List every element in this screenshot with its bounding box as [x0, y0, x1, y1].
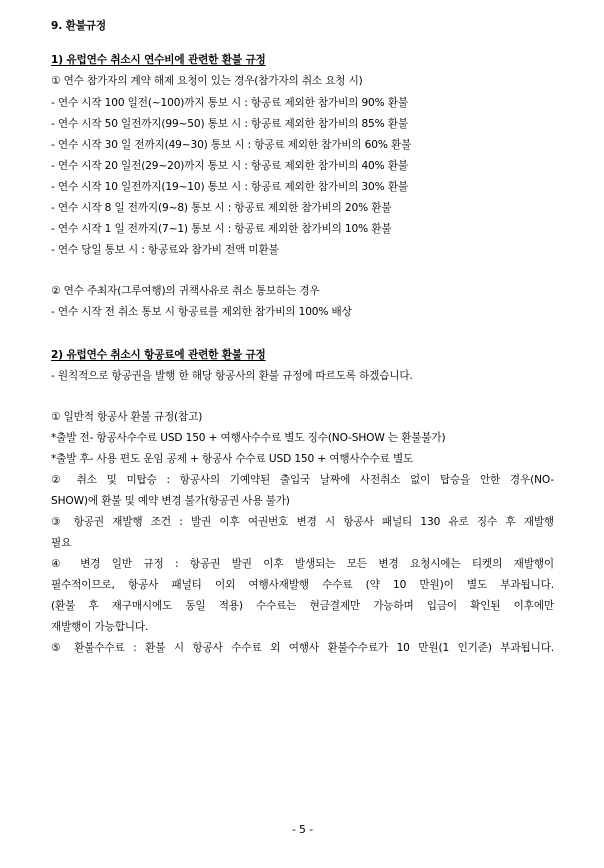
- section-title: 9. 환불규정: [51, 20, 106, 32]
- noshow-rule-line2: SHOW)에 환불 및 예약 변경 불가(항공권 사용 불가): [51, 495, 290, 507]
- sub1-case2-title: ② 연수 주최자(그루여행)의 귀책사유로 취소 통보하는 경우: [51, 285, 320, 297]
- sub1-case1-title: ① 연수 참가자의 계약 해제 요청이 있는 경우(참가자의 취소 요청 시): [51, 75, 363, 87]
- refund-item: - 연수 시작 30 일 전까지(49~30) 통보 시 : 항공료 제외한 참가비의 60% 환불: [51, 139, 412, 151]
- sub1-case2-item: - 연수 시작 전 취소 통보 시 항공료를 제외한 참가비의 100% 배상: [51, 306, 352, 318]
- sub2-rules-title: ① 일반적 항공사 환불 규정(참고): [51, 411, 203, 423]
- refund-item: - 연수 시작 100 일전(~100)까지 통보 시 : 항공료 제외한 참가비의 90% 환불: [51, 97, 408, 109]
- page-number: - 5 -: [291, 824, 314, 836]
- change-rule-line4: 재발행이 가능합니다.: [51, 621, 149, 633]
- refund-item: - 연수 시작 8 일 전까지(9~8) 통보 시 : 항공료 제외한 참가비의 20% 환불: [51, 202, 392, 214]
- document-page: [51, 0, 554, 868]
- sub2-heading: 2) 유럽연수 취소시 항공료에 관련한 환불 규정: [51, 349, 266, 361]
- change-rule-line3: (환불 후 재구매시에도 동일 적용) 수수료는 현금결제만 가능하며 입금이 확인된 이후에만: [51, 600, 554, 612]
- refund-item: - 연수 시작 50 일전까지(99~50) 통보 시 : 항공료 제외한 참가비의 85% 환불: [51, 118, 408, 130]
- sub2-intro: - 원칙적으로 항공권을 발행 한 해당 항공사의 환불 규정에 따르도록 하겠습니다.: [51, 370, 413, 382]
- reissue-rule-line1: ③ 항공권 재발행 조건 : 발권 이후 여권번호 변경 시 항공사 패널티 130 유로 징수 후 재발행: [51, 516, 554, 528]
- refund-item: - 연수 시작 10 일전까지(19~10) 통보 시 : 항공료 제외한 참가비의 30% 환불: [51, 181, 408, 193]
- refund-item: - 연수 당일 통보 시 : 항공료와 참가비 전액 미환불: [51, 244, 279, 256]
- noshow-rule-line1: ② 취소 및 미탑승 : 항공사의 기예약된 출입국 날짜에 사전취소 없이 탑승을 안한 경우(NO-: [51, 474, 554, 486]
- sub1-heading: 1) 유럽연수 취소시 연수비에 관련한 환불 규정: [51, 54, 266, 66]
- change-rule-line2: 필수적이므로, 항공사 패널티 이외 여행사재발행 수수료 (약 10 만원)이 별도 부과됩니다.: [51, 579, 554, 591]
- reissue-rule-line2: 필요: [51, 537, 72, 549]
- refund-fee-rule: ⑤ 환불수수료 : 환불 시 항공사 수수료 외 여행사 환불수수료가 10 만원(1 인기준) 부과됩니다.: [51, 642, 554, 654]
- after-departure-rule: *출발 후- 사용 편도 운임 공제 + 항공사 수수료 USD 150 + 여행사수수료 별도: [51, 453, 414, 465]
- before-departure-rule: *출발 전- 항공사수수료 USD 150 + 여행사수수료 별도 징수(NO-SHOW 는 환불불가): [51, 432, 446, 444]
- refund-item: - 연수 시작 1 일 전까지(7~1) 통보 시 : 항공료 제외한 참가비의 10% 환불: [51, 223, 392, 235]
- change-rule-line1: ④ 변경 일반 규정 : 항공권 발권 이후 발생되는 모든 변경 요청시에는 티켓의 재발행이: [51, 558, 554, 570]
- refund-item: - 연수 시작 20 일전(29~20)까지 통보 시 : 항공료 제외한 참가비의 40% 환불: [51, 160, 408, 172]
